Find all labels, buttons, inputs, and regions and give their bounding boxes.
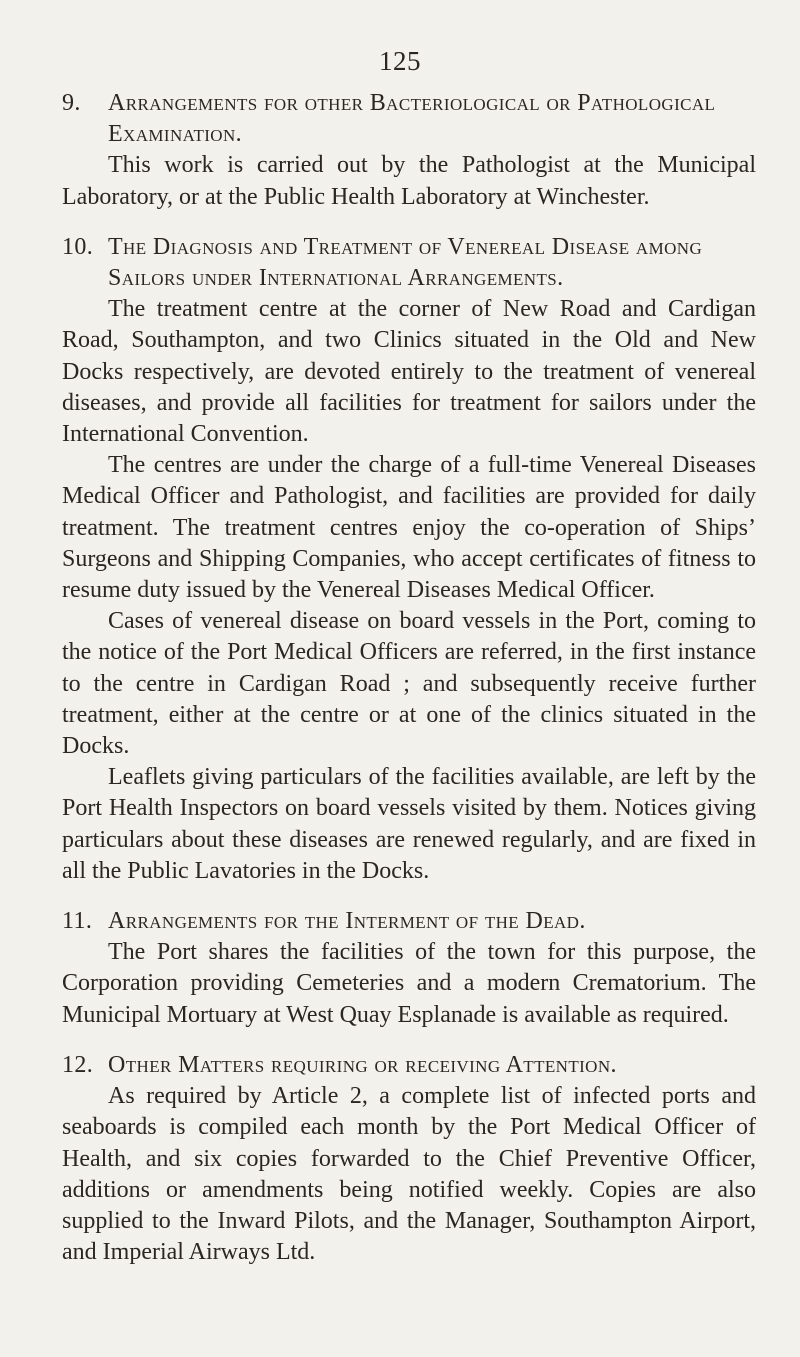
paragraph: As required by Article 2, a complete list of infected ports and seaboards is compiled each month by the Port Medical Officer of Health, and six copies forwarded to the Chief Preventive Officer, additions or amendments being notified weekly. Copies are also supplied to the Inward Pilots, and the Manager, Southampton Airport, and Imperial Airways Ltd. [62,1083,756,1266]
section-number: 12. [62,1051,94,1078]
paragraph: Leaflets giving particulars of the facilities available, are left by the Port Health Inspectors on board vessels visited by them. Notices giving particulars about these diseases are renewed regularly, and are fixed in all the Public Lavatories in the Docks. [62,764,756,884]
section-10 [62,232,756,887]
paragraph: This work is carried out by the Pathologist at the Municipal Laboratory, or at the Public Health Laboratory at Winchester. [62,152,756,210]
section-12 [62,1050,756,1268]
page-number: 125 [379,46,421,76]
section-title: The Diagnosis and Treatment of Venereal Disease among Sailors under International Arrangements. [108,233,703,292]
section-heading [62,906,756,937]
section-title: Arrangements for the Interment of the Dead. [108,908,586,935]
section-number: 10. [62,233,94,260]
paragraph: The Port shares the facilities of the town for this purpose, the Corporation providing Cemeteries and a modern Crematorium. The Municipal Mortuary at West Quay Esplanade is available as required. [62,939,756,1028]
section-heading [62,88,756,150]
section-number: 9. [62,90,81,116]
paragraph: The treatment centre at the corner of New Road and Cardigan Road, Southampton, and two Clinics situated in the Old and New Docks respectively, are devoted entirely to the treatment of venereal diseases, and provide all facilities for treatment for sailors under the International Convention. [62,296,756,448]
section-heading [62,232,756,294]
section-9 [62,88,756,213]
section-11 [62,906,756,1031]
paragraph: Cases of venereal disease on board vessels in the Port, coming to the notice of the Port Medical Officers are referred, in the first instance to the centre in Cardigan Road ; and subsequently receive further treatment, either at the centre or at one of the clinics situated in the Docks. [62,608,756,760]
page-content [62,88,756,1287]
section-title: Other Matters requiring or receiving Attention. [108,1051,617,1078]
section-number: 11. [62,908,93,935]
paragraph: The centres are under the charge of a full-time Venereal Diseases Medical Officer and Pathologist, and facilities are provided for daily treatment. The treatment centres enjoy the co-operation of Ships’ Surgeons and Shipping Companies, who accept certificates of fitness to resume duty issued by the Venereal Diseases Medical Officer. [62,452,756,604]
section-heading [62,1050,756,1081]
section-title: Arrangements for other Bacteriological or Pathological Examination. [108,90,716,148]
